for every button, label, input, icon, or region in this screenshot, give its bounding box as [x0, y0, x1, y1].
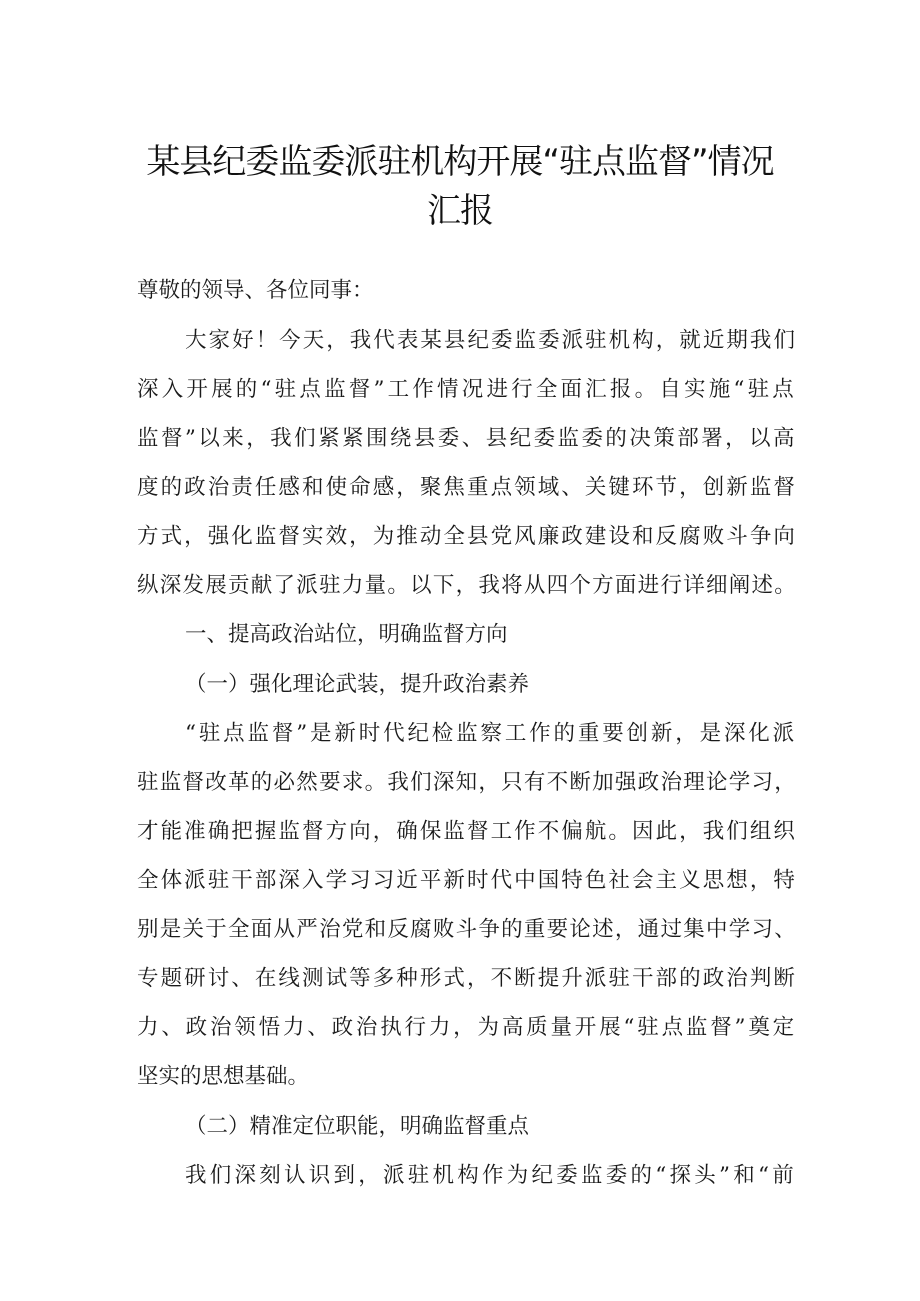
intro-line-1: 大家好！今天，我代表某县纪委监委派驻机构，就近期我们 [185, 328, 797, 353]
intro-line-2: 深入开展的“驻点监督”工作情况进行全面汇报。自实施“驻点 [137, 377, 797, 402]
subsection-1-line-6: 专题研讨、在线测试等多种形式，不断提升派驻干部的政治判断 [137, 966, 797, 991]
subsection-1-line-5: 别是关于全面从严治党和反腐败斗争的重要论述，通过集中学习、 [137, 917, 797, 942]
intro-line-3: 监督”以来，我们紧紧围绕县委、县纪委监委的决策部署，以高 [137, 426, 797, 451]
salutation: 尊敬的领导、各位同事： [137, 278, 374, 303]
intro-line-6: 纵深发展贡献了派驻力量。以下，我将从四个方面进行详细阐述。 [137, 573, 797, 598]
intro-line-5: 方式，强化监督实效，为推动全县党风廉政建设和反腐败斗争向 [137, 524, 797, 549]
subsection-1-line-8: 坚实的思想基础。 [137, 1064, 310, 1089]
document-title-line-1: 某县纪委监委派驻机构开展“驻点监督”情况 [146, 142, 774, 182]
subsection-1-line-4: 全体派驻干部深入学习习近平新时代中国特色社会主义思想，特 [137, 868, 797, 893]
subsection-1-line-3: 才能准确把握监督方向，确保监督工作不偏航。因此，我们组织 [137, 819, 797, 844]
subsection-1-heading: （一）强化理论武装，提升政治素养 [185, 672, 530, 697]
intro-line-4: 度的政治责任感和使命感，聚焦重点领域、关键环节，创新监督 [137, 475, 797, 500]
subsection-1-line-1: “驻点监督”是新时代纪检监察工作的重要创新，是深化派 [185, 721, 797, 746]
subsection-2-heading: （二）精准定位职能，明确监督重点 [185, 1114, 530, 1139]
subsection-1-line-2: 驻监督改革的必然要求。我们深知，只有不断加强政治理论学习， [137, 770, 797, 795]
document-title-line-2: 汇报 [427, 191, 493, 231]
subsection-2-line-1: 我们深刻认识到，派驻机构作为纪委监委的“探头”和“前 [185, 1163, 797, 1188]
subsection-1-line-7: 力、政治领悟力、政治执行力，为高质量开展“驻点监督”奠定 [137, 1015, 797, 1040]
section-1-heading: 一、提高政治站位，明确监督方向 [185, 622, 508, 647]
